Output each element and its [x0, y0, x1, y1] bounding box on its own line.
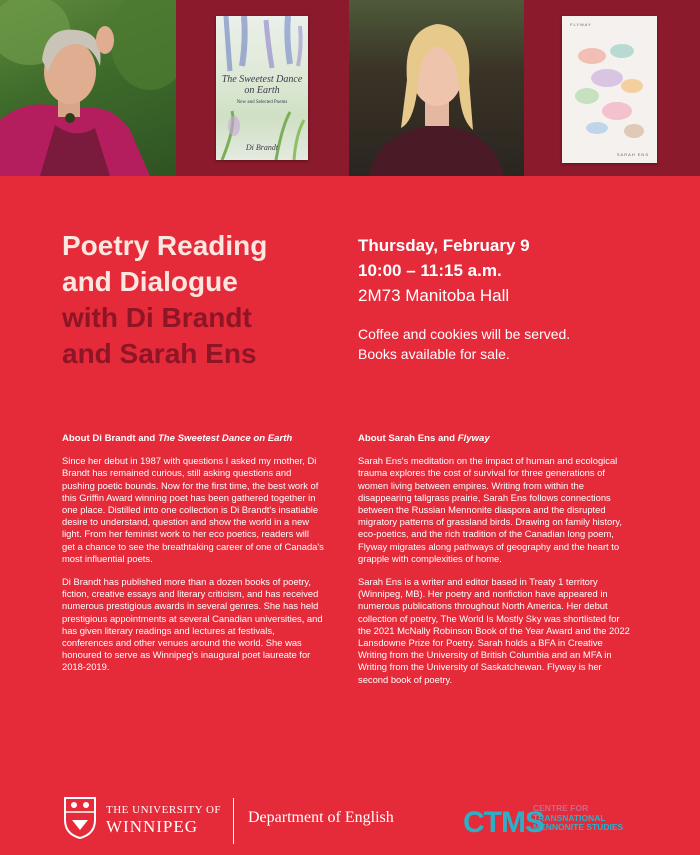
ctms-line-3: MENNONITE STUDIES — [533, 822, 624, 832]
about-ens-paragraph-1: Sarah Ens's meditation on the impact of human and ecological trauma explores the cost of survival for three generations of women living between empires. Writing from within the disappearing tallgrass prairie, Sarah Ens follows connections between the Russian Mennonite diaspora and the disrupted migratory patterns of grassland birds. Drawing on family history, eco-poetics, and the rich tradition of the Canadian long poem, Flyway migrates along pathways of geography and the heart to grapple with complexities of home. — [358, 455, 622, 564]
book1-author: Di Brandt — [245, 143, 279, 152]
event-headline — [62, 228, 322, 372]
photo-strip — [0, 0, 700, 176]
book2-title: FLYWAY — [570, 22, 592, 27]
headline-line-3: with Di Brandt — [62, 302, 252, 333]
ctms-line-1: CENTRE FOR — [533, 803, 589, 813]
footer-logos — [0, 780, 700, 855]
book1-title: The Sweetest Dance on Earth — [221, 74, 303, 96]
about-brandt-heading-title: The Sweetest Dance on Earth — [157, 433, 293, 444]
book1-subtitle: New and Selected Poems — [236, 100, 288, 105]
book-cover-panel-ens — [524, 0, 700, 176]
footer-divider — [233, 798, 234, 844]
ctms-abbr: CTMS — [463, 806, 544, 839]
university-crest-icon — [63, 796, 97, 839]
event-note-refreshments: Coffee and cookies will be served. — [358, 326, 571, 342]
bird-artwork — [562, 16, 657, 163]
about-brandt-paragraph-2: Di Brandt has published more than a dozen books of poetry, fiction, creative essays and literary criticism, and has received numerous prestigious awards in several genres. She has held prestigious appointments at several Canadian universities, and has given literary readings and lectures at festivals, conferences and other venues around the world. She was honoured to serve as Winnipeg's inaugural poet laureate for 2018-2019. — [62, 576, 323, 673]
uw-line-2: WINNIPEG — [106, 817, 199, 836]
about-brandt-heading-prefix: About Di Brandt and — [62, 433, 158, 444]
uw-line-1: THE UNIVERSITY OF — [106, 804, 222, 816]
book-cover-sweetest-dance — [216, 16, 308, 160]
event-time: 10:00 – 11:15 a.m. — [358, 261, 502, 280]
university-wordmark — [106, 804, 221, 836]
about-ens-heading-prefix: About Sarah Ens and — [358, 433, 458, 444]
ctms-line-2: TRANSNATIONAL — [533, 812, 606, 823]
event-note-books: Books available for sale. — [358, 346, 510, 362]
event-notes — [358, 324, 658, 364]
event-details — [358, 233, 658, 364]
about-ens-paragraph-2: Sarah Ens is a writer and editor based in Treaty 1 territory (Winnipeg, MB). Her poetry and nonfiction have appeared in numerous publications throughout North America. Her debut collection of poetry, The World Is Mostly Sky was shortlisted for the 2021 McNally Robinson Book of the Year Award and the 2022 Lansdowne Prize for Poetry. Sarah holds a BFA in Creative Writing from the University of British Columbia and an MFA in Writing from the University of Saskatchewan. Flyway is her second book of poetry. — [358, 576, 630, 685]
about-sarah-ens — [358, 433, 630, 697]
about-brandt-paragraph-1: Since her debut in 1987 with questions I asked my mother, Di Brandt has remained curious, still asking questions and pushing poetic bounds. Now for the first time, the best work of this Griffin Award winning poet has been gathered together in one place. Distilled into one collection is Di Brandt's insatiable desire to understand, question and show the world in a new light. From her feminist work to her eco poetics, readers will get a chance to see the breathtaking career of one of Canada's most influential poets. — [62, 455, 324, 564]
headline-line-2: and Dialogue — [62, 266, 238, 297]
book2-author: SARAH ENS — [616, 152, 649, 157]
department-name: Department of English — [248, 809, 394, 826]
book-cover-flyway — [562, 16, 657, 163]
photo-di-brandt — [0, 0, 176, 176]
portrait-illustration — [0, 0, 176, 176]
event-location: 2M73 Manitoba Hall — [358, 286, 510, 305]
about-ens-heading-title: Flyway — [457, 433, 490, 444]
headline-line-1: Poetry Reading — [62, 230, 268, 261]
about-brandt-heading — [62, 433, 324, 445]
headline-line-4: and Sarah Ens — [62, 338, 257, 369]
ctms-full-name — [533, 804, 643, 833]
photo-sarah-ens — [349, 0, 524, 176]
event-date: Thursday, February 9 — [358, 236, 530, 255]
about-di-brandt — [62, 433, 324, 685]
portrait-illustration-2 — [349, 0, 524, 176]
about-ens-heading — [358, 433, 630, 445]
book-cover-panel-brandt — [176, 0, 349, 176]
